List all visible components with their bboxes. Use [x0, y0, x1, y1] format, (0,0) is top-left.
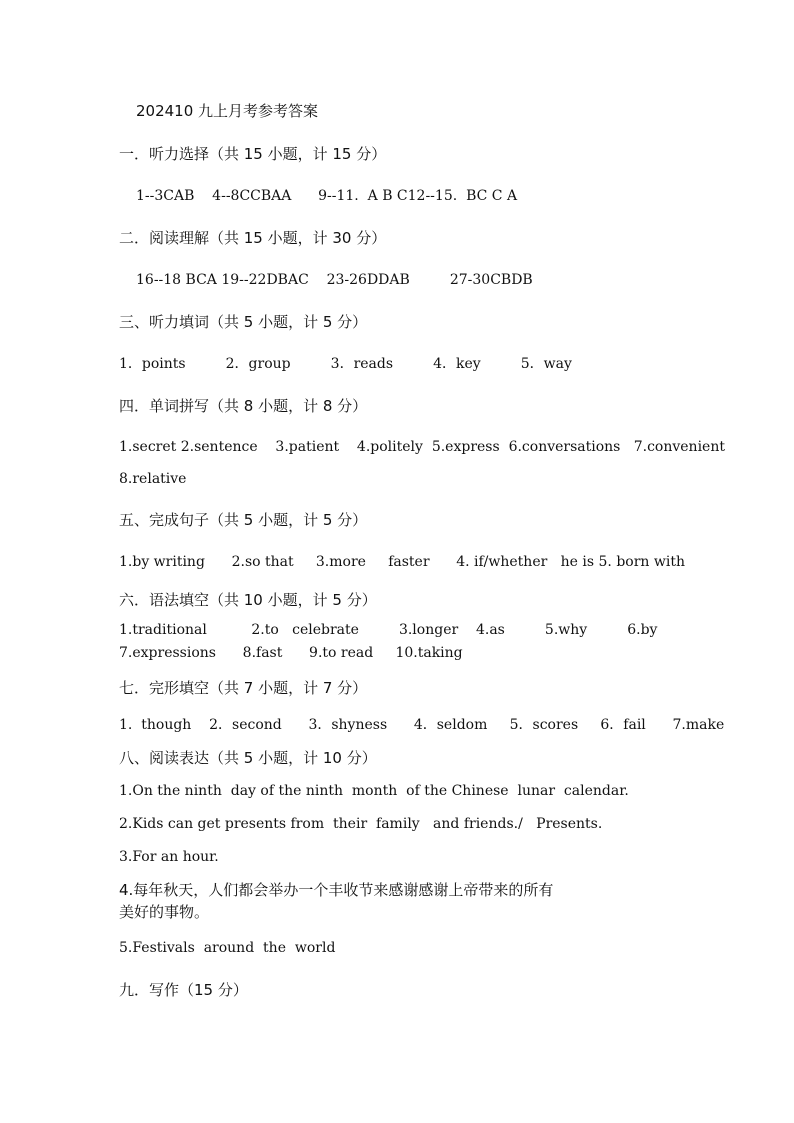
section-8-answer-1: 1.On the ninth day of the ninth month of the Chinese lunar calendar.	[119, 783, 629, 799]
section-2-answers: 16--18 BCA 19--22DBAC 23-26DDAB 27-30CBDB	[136, 272, 533, 288]
section-4-answers-line-1: 1.secret 2.sentence 3.patient 4.politely 5.express 6.conversations 7.convenient	[119, 439, 725, 455]
section-1-heading: 一．听力选择（共 15 小题，计 15 分）	[119, 145, 387, 163]
section-8-answer-2: 2.Kids can get presents from their family and friends./ Presents.	[119, 816, 603, 832]
section-8-answer-4-line-1: 4.每年秋天，人们都会举办一个丰收节来感谢感谢上帝带来的所有	[119, 881, 554, 899]
section-8-answer-4-line-2: 美好的事物。	[119, 903, 210, 921]
section-6-answers-line-1: 1.traditional 2.to celebrate 3.longer 4.as 5.why 6.by	[119, 622, 658, 638]
section-4-answers-line-2: 8.relative	[119, 471, 187, 487]
section-4-heading: 四．单词拼写（共 8 小题，计 8 分）	[119, 397, 368, 415]
section-1-answers: 1--3CAB 4--8CCBAA 9--11. A B C12--15. BC C A	[136, 188, 518, 204]
section-3-heading: 三、听力填词（共 5 小题，计 5 分）	[119, 313, 368, 331]
section-9-heading: 九．写作（15 分）	[119, 981, 248, 999]
section-8-heading: 八、阅读表达（共 5 小题，计 10 分）	[119, 749, 377, 767]
section-7-heading: 七．完形填空（共 7 小题，计 7 分）	[119, 679, 368, 697]
section-6-heading: 六．语法填空（共 10 小题，计 5 分）	[119, 591, 377, 609]
section-2-heading: 二．阅读理解（共 15 小题，计 30 分）	[119, 229, 387, 247]
section-5-heading: 五、完成句子（共 5 小题，计 5 分）	[119, 511, 368, 529]
section-6-answers-line-2: 7.expressions 8.fast 9.to read 10.taking	[119, 645, 463, 661]
section-5-answers: 1.by writing 2.so that 3.more faster 4. if/whether he is 5. born with	[119, 554, 685, 570]
section-8-answer-5: 5.Festivals around the world	[119, 940, 336, 956]
section-3-answers: 1．points 2．group 3．reads 4．key 5．way	[119, 356, 572, 372]
section-7-answers: 1. though 2．second 3．shyness 4．seldom 5．scores 6．fail 7.make	[119, 717, 725, 733]
section-8-answer-3: 3.For an hour.	[119, 849, 219, 865]
page-title: 202410 九上月考参考答案	[136, 102, 319, 120]
